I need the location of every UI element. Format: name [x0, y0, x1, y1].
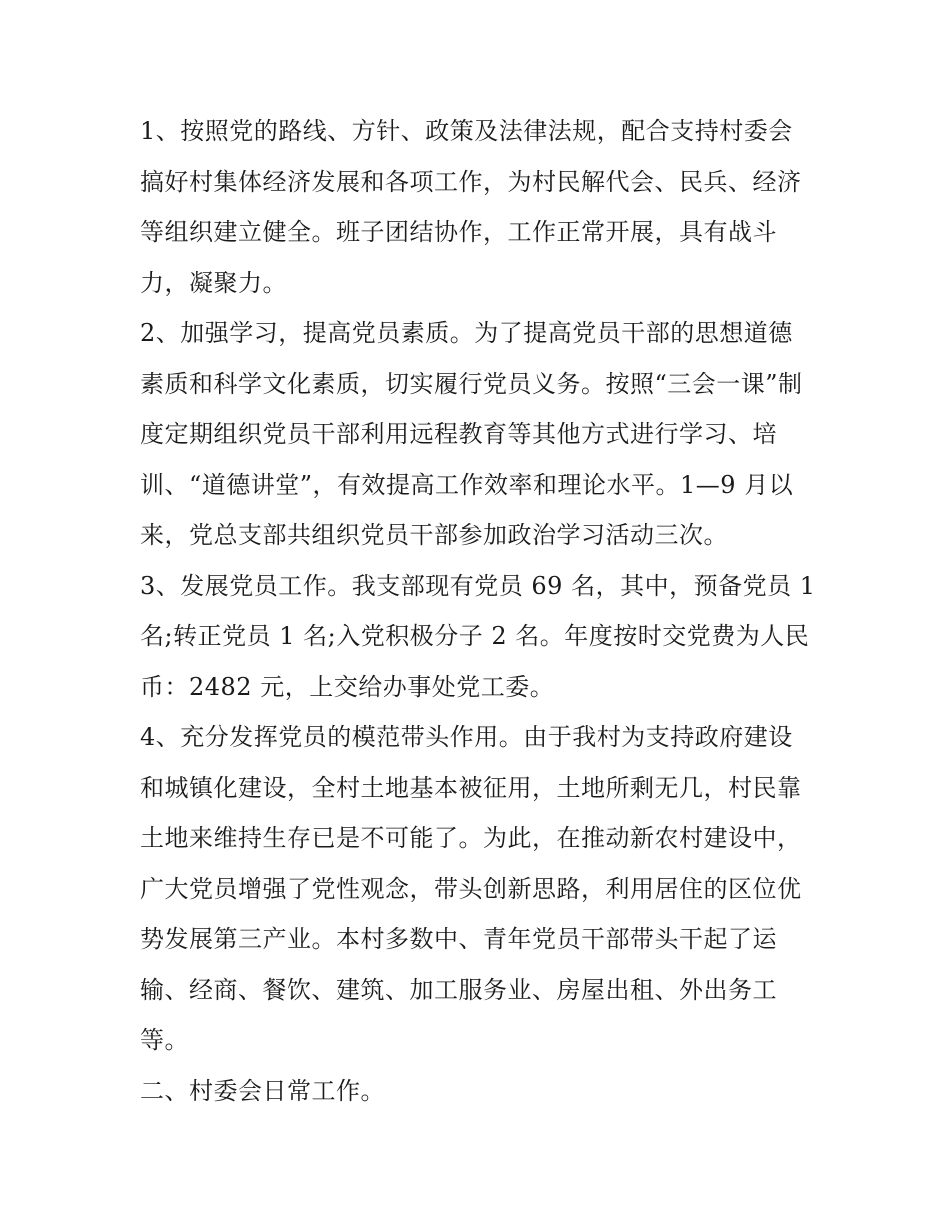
- text-line: 力，凝聚力。: [140, 268, 287, 297]
- text-line: 输、经商、餐饮、建筑、加工服务业、房屋出租、外出务工: [140, 975, 777, 1004]
- text-line: 2、加强学习，提高党员素质。为了提高党员干部的思想道德: [140, 319, 793, 347]
- text-line: 度定期组织党员干部利用远程教育等其他方式进行学习、培: [140, 420, 777, 448]
- text-line: 1、按照党的路线、方针、政策及法律法规，配合支持村委会: [140, 117, 793, 145]
- text-line: 币：2482 元，上交给办事处党工委。: [140, 672, 555, 701]
- text-line: 等组织建立健全。班子团结协作，工作正常开展，具有战斗: [140, 218, 777, 246]
- text-line: 名;转正党员 1 名;入党积极分子 2 名。年度按时交党费为人民: [140, 622, 810, 650]
- text-line: 3、发展党员工作。我支部现有党员 69 名，其中，预备党员 1: [140, 571, 816, 600]
- text-line: 搞好村集体经济发展和各项工作，为村民解代会、民兵、经济: [140, 167, 802, 196]
- text-line: 4、充分发挥党员的模范带头作用。由于我村为支持政府建设: [140, 723, 793, 751]
- text-line: 土地来维持生存已是不可能了。为此，在推动新农村建设中，: [140, 824, 802, 852]
- document-body: [140, 106, 820, 1116]
- text-line: 和城镇化建设，全村土地基本被征用，土地所剩无几，村民靠: [140, 773, 802, 802]
- text-line: 训、“道德讲堂”，有效提高工作效率和理论水平。1—9 月以: [140, 470, 794, 499]
- text-line: 势发展第三产业。本村多数中、青年党员干部带头干起了运: [140, 925, 777, 953]
- text-line: 来，党总支部共组织党员干部参加政治学习活动三次。: [140, 521, 728, 549]
- text-line: 广大党员增强了党性观念，带头创新思路，利用居住的区位优: [140, 874, 802, 903]
- text-line: 等。: [140, 1026, 189, 1054]
- text-line: 素质和科学文化素质，切实履行党员义务。按照“三会一课”制: [140, 369, 803, 398]
- section-heading: 二、村委会日常工作。: [140, 1076, 385, 1105]
